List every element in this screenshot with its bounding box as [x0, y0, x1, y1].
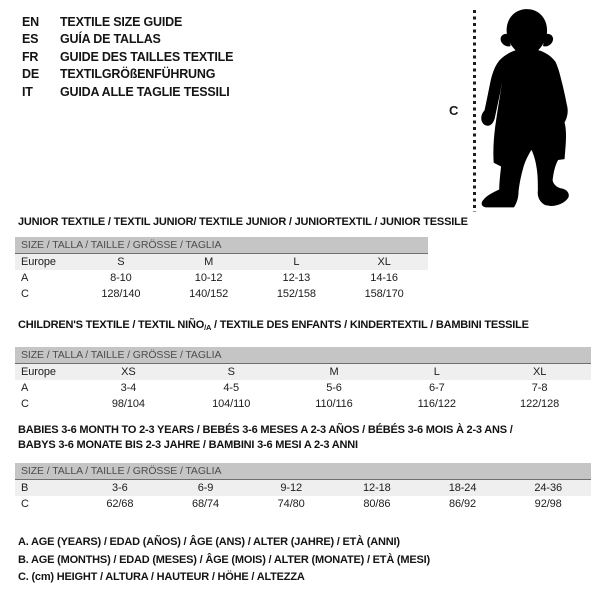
- table-row: [15, 380, 591, 396]
- language-code: IT: [22, 84, 33, 99]
- table-cell: XL: [377, 256, 391, 268]
- table-row: [15, 364, 591, 380]
- table-cell: 62/68: [106, 498, 134, 510]
- legend-line-b: B. AGE (MONTHS) / EDAD (MESES) / ÂGE (MOIS) / ALTER (MONATE) / ETÀ (MESI): [18, 553, 430, 566]
- toddler-silhouette-icon: [479, 7, 571, 210]
- table-cell: 110/116: [315, 398, 353, 410]
- language-title: GUIDE DES TAILLES TEXTILE: [60, 49, 234, 64]
- row-label: A: [21, 272, 29, 284]
- table-cell: L: [433, 366, 440, 378]
- table-cell: 24-36: [534, 482, 563, 494]
- table-cell: 5-6: [326, 382, 342, 394]
- height-measure-label: C: [449, 103, 459, 118]
- table-cell: 152/158: [276, 288, 316, 300]
- table-row: [15, 396, 591, 412]
- language-code: ES: [22, 32, 39, 47]
- table-cell: 122/128: [520, 398, 560, 410]
- table-cell: S: [117, 256, 125, 268]
- row-label: Europe: [21, 366, 56, 378]
- row-label: C: [21, 398, 29, 410]
- size-header-bar: SIZE / TALLA / TAILLE / GRÖSSE / TAGLIA: [15, 463, 591, 480]
- language-row-en: [22, 13, 233, 31]
- table-cell: 74/80: [277, 498, 305, 510]
- row-label: C: [21, 288, 29, 300]
- measurement-legend: [18, 536, 430, 589]
- table-cell: 68/74: [191, 498, 220, 510]
- section-title-line2: BABYS 3-6 MONATE BIS 2-3 JAHRE / BAMBINI 3-6 MESI A 2-3 ANNI: [18, 438, 358, 451]
- legend-line-c: C. (cm) HEIGHT / ALTURA / HAUTEUR / HÖHE / ALTEZZA: [18, 571, 305, 583]
- junior-size-table: [15, 237, 428, 302]
- table-cell: S: [227, 366, 235, 378]
- size-header-bar: SIZE / TALLA / TAILLE / GRÖSSE / TAGLIA: [15, 237, 428, 254]
- table-cell: 12-18: [363, 482, 391, 494]
- language-title: TEXTILGRÖßENFÜHRUNG: [60, 67, 216, 82]
- table-cell: M: [329, 366, 339, 378]
- language-code: DE: [22, 67, 39, 82]
- legend-line-a: A. AGE (YEARS) / EDAD (AÑOS) / ÂGE (ANS) / ALTER (JAHRE) / ETÀ (ANNI): [18, 536, 400, 548]
- section-title-junior: JUNIOR TEXTILE / TEXTIL JUNIOR/ TEXTILE JUNIOR / JUNIORTEXTIL / JUNIOR TESSILE: [18, 216, 468, 228]
- table-cell: 158/170: [364, 288, 404, 300]
- section-title-text: / TEXTILE DES ENFANTS / KINDERTEXTIL / BAMBINI TESSILE: [211, 319, 529, 331]
- language-row-de: [22, 66, 233, 84]
- row-label: A: [21, 382, 29, 394]
- table-cell: 12-13: [282, 272, 311, 284]
- row-label: Europe: [21, 256, 56, 268]
- table-cell: 86/92: [449, 498, 477, 510]
- table-cell: 4-5: [223, 382, 239, 394]
- table-cell: M: [204, 256, 214, 268]
- language-row-es: [22, 31, 233, 49]
- section-title-line1: BABIES 3-6 MONTH TO 2-3 YEARS / BEBÉS 3-6 MESES A 2-3 AÑOS / BÉBÉS 3-6 MOIS À 2-3 ANS /: [18, 424, 513, 436]
- table-cell: L: [293, 256, 300, 268]
- row-label: B: [21, 482, 29, 494]
- table-cell: 140/152: [189, 288, 229, 300]
- table-cell: 8-10: [110, 272, 132, 284]
- table-cell: 6-7: [428, 382, 445, 394]
- language-title: GUIDA ALLE TAGLIE TESSILI: [60, 84, 230, 99]
- table-cell: 10-12: [194, 272, 223, 284]
- language-code: FR: [22, 49, 39, 64]
- table-cell: XS: [121, 366, 136, 378]
- language-title: GUÍA DE TALLAS: [60, 32, 161, 47]
- section-title-text: CHILDREN'S TEXTILE / TEXTIL NIÑO: [18, 319, 205, 331]
- table-cell: XL: [532, 366, 547, 378]
- table-cell: 9-12: [280, 482, 302, 494]
- section-title-babies: [18, 423, 513, 452]
- table-cell: 14-16: [370, 272, 398, 284]
- table-cell: 104/110: [212, 398, 251, 410]
- language-title: TEXTILE SIZE GUIDE: [60, 14, 183, 29]
- language-row-fr: [22, 48, 233, 66]
- table-cell: 116/122: [417, 398, 456, 410]
- row-label: C: [21, 498, 29, 510]
- table-cell: 3-4: [120, 382, 137, 394]
- table-cell: 7-8: [531, 382, 548, 394]
- section-title-children: [18, 319, 529, 332]
- table-cell: 98/104: [111, 398, 145, 410]
- table-cell: 92/98: [534, 498, 562, 510]
- table-row: [15, 254, 428, 270]
- table-row: [15, 496, 591, 512]
- babies-size-table: [15, 463, 591, 512]
- size-header-bar: SIZE / TALLA / TAILLE / GRÖSSE / TAGLIA: [15, 347, 591, 364]
- table-row: [15, 480, 591, 496]
- section-title-subscript: /A: [204, 323, 212, 332]
- table-cell: 6-9: [197, 482, 214, 494]
- language-row-it: [22, 83, 233, 101]
- table-row: [15, 286, 428, 302]
- height-dotted-line: [473, 10, 476, 212]
- language-list: [22, 13, 233, 101]
- table-cell: 128/140: [101, 288, 141, 300]
- children-size-table: [15, 347, 591, 412]
- table-cell: 18-24: [448, 482, 477, 494]
- table-row: [15, 270, 428, 286]
- language-code: EN: [22, 14, 39, 29]
- table-cell: 80/86: [363, 498, 391, 510]
- table-cell: 3-6: [112, 482, 128, 494]
